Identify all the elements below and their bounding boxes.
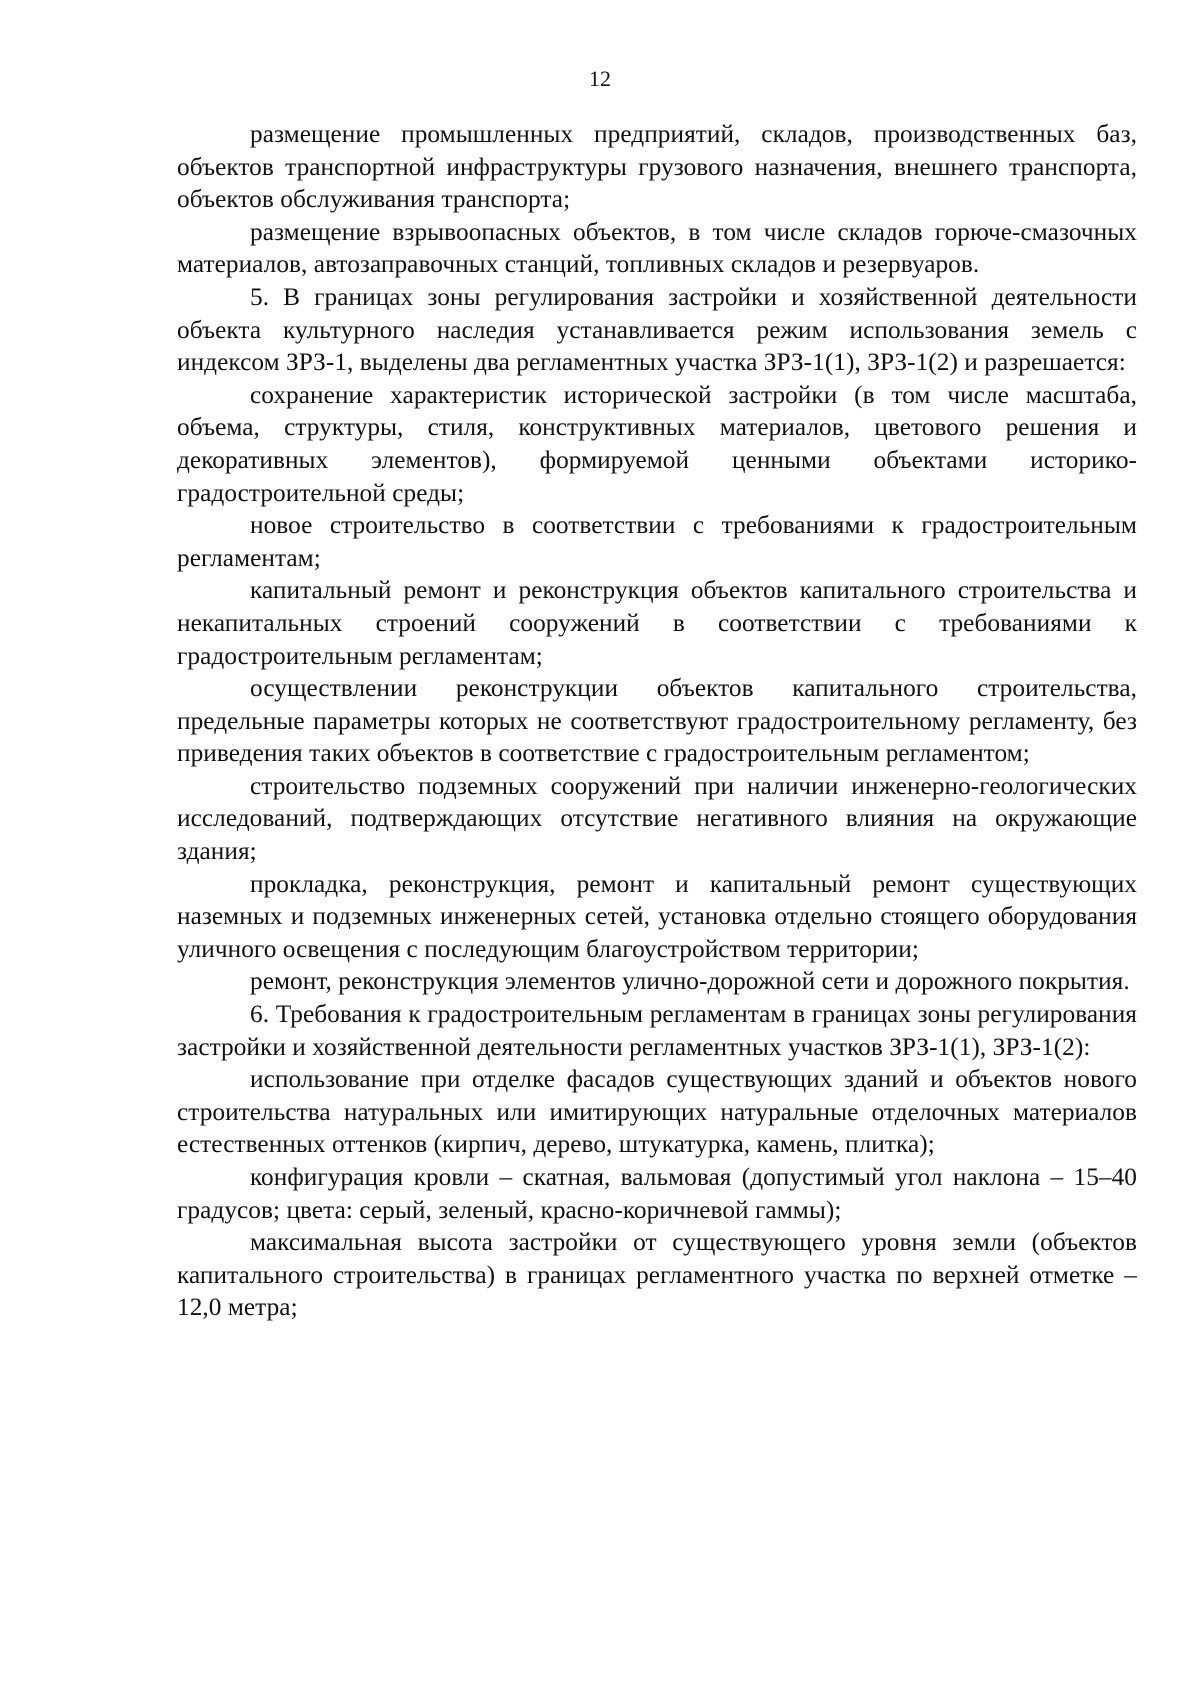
paragraph-road-network: ремонт, реконструкция элементов улично-дорожной сети и дорожного покрытия.	[250, 967, 1130, 996]
paragraph-industrial-placement: размещение промышленных предприятий, складов, производственных баз, объектов транспортной инфраструктуры грузового назначения, внешнего транспорта, объектов обслуживания транспорта;	[177, 120, 1137, 214]
paragraph-underground-structures: строительство подземных сооружений при наличии инженерно-геологических исследований, подтверждающих отсутствие негативного влияния на окружающие здания;	[177, 771, 1137, 866]
paragraph-engineering-networks: прокладка, реконструкция, ремонт и капитальный ремонт существующих наземных и подземных инженерных сетей, установка отдельно стоящего оборудования уличного освещения с последующим благоустройством территории;	[177, 869, 1137, 963]
paragraph-facade-materials: использование при отделке фасадов существующих зданий и объектов нового строительства натуральных или имитирующих натуральные отделочных материалов естественных оттенков (кирпич, дерево, штукатурка, камень, плитка);	[177, 1065, 1137, 1159]
paragraph-new-construction: новое строительство в соответствии с требованиями к градостроительным регламентам;	[177, 511, 1137, 572]
paragraph-reconstruction: осуществлении реконструкции объектов капитального строительства, предельные параметры которых не соответствуют градостроительному регламенту, без приведения таких объектов в соответствие с градостроительным регламентом;	[177, 674, 1137, 768]
paragraph-max-height: максимальная высота застройки от существующего уровня земли (объектов капитального строительства) в границах регламентного участка по верхней отметке – 12,0 метра;	[177, 1228, 1137, 1322]
page-number: 12	[589, 66, 611, 91]
paragraph-roof-configuration: конфигурация кровли – скатная, вальмовая (допустимый угол наклона – 15–40 градусов; цвета: серый, зеленый, красно-коричневой гаммы);	[177, 1163, 1137, 1224]
paragraph-section-6: 6. Требования к градостроительным регламентам в границах зоны регулирования застройки и хозяйственной деятельности регламентных участков ЗРЗ-1(1), ЗРЗ-1(2):	[177, 1000, 1137, 1061]
document-body	[177, 118, 1137, 1324]
paragraph-historic-preservation: сохранение характеристик исторической застройки (в том числе масштаба, объема, структуры, стиля, конструктивных материалов, цветового решения и декоративных элементов), формируемой ценными объектами историко-градостроительной среды;	[177, 380, 1137, 507]
paragraph-section-5: 5. В границах зоны регулирования застройки и хозяйственной деятельности объекта культурного наследия устанавливается режим использования земель с индексом ЗРЗ-1, выделены два регламентных участка ЗРЗ-1(1), ЗРЗ-1(2) и разрешается:	[177, 282, 1137, 377]
paragraph-explosive-objects: размещение взрывоопасных объектов, в том числе складов горюче-смазочных материалов, автозаправочных станций, топливных складов и резервуаров.	[177, 217, 1137, 279]
paragraph-capital-repair: капитальный ремонт и реконструкция объектов капитального строительства и некапитальных строений сооружений в соответствии с требованиями к градостроительным регламентам;	[177, 576, 1137, 670]
